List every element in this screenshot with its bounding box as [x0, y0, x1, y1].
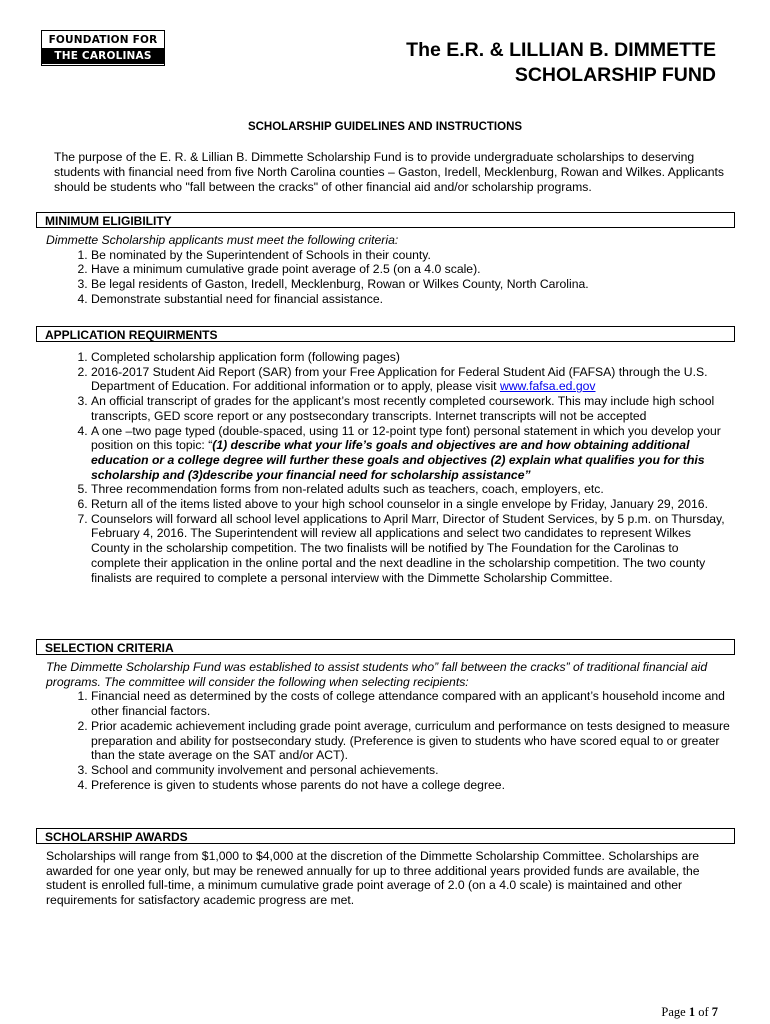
list-item — [91, 365, 730, 394]
list-item: 7. Counselors will forward all school level applications to April Marr, Director of Student Services, by 5 p.m. on Thursday, February 4, 2016. The Superintendent will review all applications and select two candidates to represent Wilkes County in the scholarship competition. The two finalists will be notified by The Foundation for the Carolinas to complete their application in the online portal and the next deadline in the scholarship competition. The two county finalists are required to complete a personal interview with the Dimmette Scholarship Committee. — [91, 512, 730, 586]
list-item: 5. Three recommendation forms from non-related adults such as teachers, coach, employers, etc. — [91, 482, 730, 497]
eligibility-lead: Dimmette Scholarship applicants must meet the following criteria: — [46, 233, 399, 247]
requirements-section — [46, 350, 730, 585]
list-item: 4. Demonstrate substantial need for financial assistance. — [91, 292, 730, 307]
list-item: 1. Financial need as determined by the costs of college attendance compared with an applicant’s household income and other financial factors. — [91, 689, 730, 718]
selection-list — [46, 689, 730, 792]
fafsa-text: 2016-2017 Student Aid Report (SAR) from your Free Application for Federal Student Aid (FAFSA) through the U.S. Department of Education. For additional information or to apply, please visit — [91, 364, 708, 394]
list-item: 3. An official transcript of grades for the applicant’s most recently completed coursework. This may include high school transcripts, GED score report or any postsecondary transcripts. Internet transcripts will not be accepted — [91, 394, 730, 423]
fafsa-link[interactable]: www.fafsa.ed.gov — [499, 379, 596, 394]
eligibility-heading: MINIMUM ELIGIBILITY — [36, 212, 735, 228]
statement-text: A one –two page typed (double-spaced, using 11 or 12-point type font) personal statement in which you develop your position on this topic: “ — [91, 423, 721, 453]
list-item: 2. Prior academic achievement including grade point average, curriculum and performance on tests designed to measure preparation and ability for postsecondary study. (Preference is given to students who have scored equal to or greater than the state average on the SAT and/or ACT). — [91, 719, 730, 763]
logo-line-2: THE CAROLINAS — [42, 48, 164, 64]
requirements-list — [46, 350, 730, 585]
list-item: 4. Preference is given to students whose parents do not have a college degree. — [91, 778, 730, 793]
intro-paragraph: The purpose of the E. R. & Lillian B. Dimmette Scholarship Fund is to provide undergraduate scholarships to deserving students with financial need from five North Carolina counties – Gaston, Iredell, Mecklenburg, Rowan and Wilkes. Applicants should be students who "fall between the cracks" of other financial aid and/or scholarship programs. — [54, 150, 724, 194]
logo-line-1: FOUNDATION FOR — [42, 33, 164, 48]
title-line-2: SCHOLARSHIP FUND — [514, 64, 716, 86]
list-item: 2. Have a minimum cumulative grade point average of 2.5 (on a 4.0 scale). — [91, 262, 730, 277]
foundation-logo — [41, 30, 165, 66]
statement-topic: (1) describe what your life’s goals and objectives are and how obtaining additional education or a college degree will further these goals and objectives (2) explain what qualifies you for this scholarship and (3)describe your financial need for scholarship assistance” — [91, 438, 705, 482]
document-subtitle: SCHOLARSHIP GUIDELINES AND INSTRUCTIONS — [247, 121, 523, 133]
requirements-heading: APPLICATION REQUIRMENTS — [36, 326, 735, 342]
total-pages: 7 — [711, 1005, 718, 1019]
list-item — [91, 424, 730, 483]
awards-section: Scholarships will range from $1,000 to $4,000 at the discretion of the Dimmette Scholarship Committee. Scholarships are awarded for one year only, but may be renewed annually for up to three additional years provided funds are available, the student is enrolled full-time, a minimum cumulative grade point average of 2.0 (on a 4.0 scale) is maintained and other requirements for satisfactory academic progress are met. — [46, 849, 700, 908]
eligibility-list — [46, 248, 730, 307]
selection-heading: SELECTION CRITERIA — [36, 639, 735, 655]
list-item: 3. School and community involvement and personal achievements. — [91, 763, 730, 778]
current-page: 1 — [688, 1005, 696, 1019]
page-number — [661, 1005, 718, 1020]
list-item: 3. Be legal residents of Gaston, Iredell, Mecklenburg, Rowan or Wilkes County, North Carolina. — [91, 277, 730, 292]
of-word: of — [698, 1005, 709, 1019]
list-item: 1. Be nominated by the Superintendent of Schools in their county. — [91, 248, 730, 263]
page-word: Page — [661, 1005, 686, 1019]
selection-section — [46, 660, 730, 792]
document-title — [406, 38, 716, 88]
list-item: 1. Completed scholarship application form (following pages) — [91, 350, 730, 365]
title-line-1: The E.R. & LILLIAN B. DIMMETTE — [406, 39, 716, 61]
list-item: 6. Return all of the items listed above to your high school counselor in a single envelope by Friday, January 29, 2016. — [91, 497, 730, 512]
eligibility-section — [46, 233, 730, 307]
awards-heading: SCHOLARSHIP AWARDS — [36, 828, 735, 844]
selection-lead: The Dimmette Scholarship Fund was established to assist students who” fall between the cracks” of traditional financial aid programs. The committee will consider the following when selecting recipients: — [46, 660, 708, 689]
